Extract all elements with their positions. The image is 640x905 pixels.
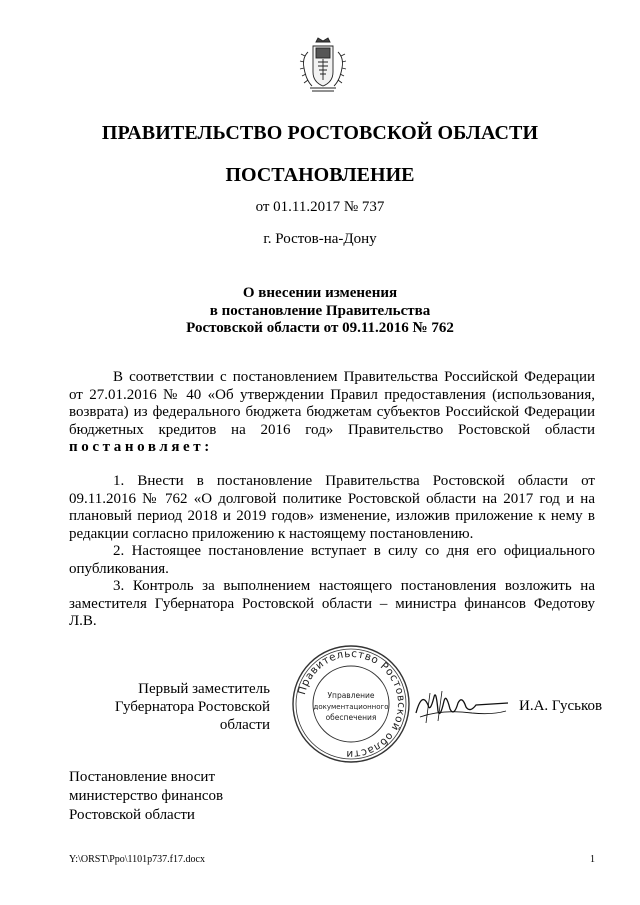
footer-page-number: 1 — [590, 854, 595, 865]
item-3-text: 3. Контроль за выполнением настоящего постановления возложить на заместителя Губернатора Ростовской области – министра финансов Федотову Л.В. — [69, 578, 595, 629]
subject-line-2: в постановление Правительства — [209, 302, 431, 319]
seal-center-line-2: документационного — [313, 703, 389, 711]
item-3-paragraph — [69, 578, 595, 631]
submitted-by-line-3: Ростовской области — [69, 807, 195, 823]
item-1-paragraph — [69, 473, 595, 543]
submitted-by-block — [69, 768, 223, 825]
handwritten-signature — [412, 683, 512, 727]
seal-center-line-3: обеспечения — [325, 713, 377, 722]
subject-line-1: О внесении изменения — [242, 285, 398, 301]
preamble-paragraph — [69, 369, 595, 457]
signatory-position — [104, 680, 270, 734]
preamble-text: В соответствии с постановлением Правительства Российской Федерации от 27.01.2016 № 40 «Об утверждении Правил предоставления (использования, возврата) из федерального бюджета бюджетам субъектов Российской Федерации бюджетных кредитов на 2016 год» Правительство Ростовской области — [69, 369, 595, 438]
document-date-number: от 01.11.2017 № 737 — [255, 199, 385, 215]
coat-of-arms-icon — [298, 36, 348, 94]
decree-word: постановляет: — [69, 439, 213, 455]
official-seal-stamp — [290, 643, 412, 765]
item-2-text: 2. Настоящее постановление вступает в силу со дня его официального опубликования. — [69, 543, 595, 577]
item-2-paragraph — [69, 543, 595, 578]
signatory-position-line-1: Первый заместитель — [138, 681, 270, 697]
subject-line-3: Ростовской области от 09.11.2016 № 762 — [186, 320, 454, 336]
signatory-name: И.А. Гуськов — [519, 698, 603, 714]
item-1-text: 1. Внести в постановление Правительства Ростовской области от 09.11.2016 № 762 «О долговой политике Ростовской области на 2017 год и на плановый период 2018 и 2019 годов» изменение, изложив приложение к нему в редакции согласно приложению к настоящему постановлению. — [69, 473, 595, 542]
document-city: г. Ростов-на-Дону — [263, 231, 377, 247]
seal-ring-text: Правительство Ростовской области — [295, 647, 408, 761]
document-type: ПОСТАНОВЛЕНИЕ — [225, 164, 415, 186]
seal-center-line-1: Управление — [327, 691, 375, 700]
submitted-by-line-1: Постановление вносит — [69, 769, 216, 785]
footer-file-path: Y:\ORST\Ppo\1101p737.f17.docx — [69, 854, 205, 865]
signatory-position-line-2: Губернатора Ростовской области — [114, 699, 270, 733]
government-title: ПРАВИТЕЛЬСТВО РОСТОВСКОЙ ОБЛАСТИ — [101, 122, 539, 144]
document-subject — [0, 285, 640, 338]
submitted-by-line-2: министерство финансов — [69, 788, 224, 804]
